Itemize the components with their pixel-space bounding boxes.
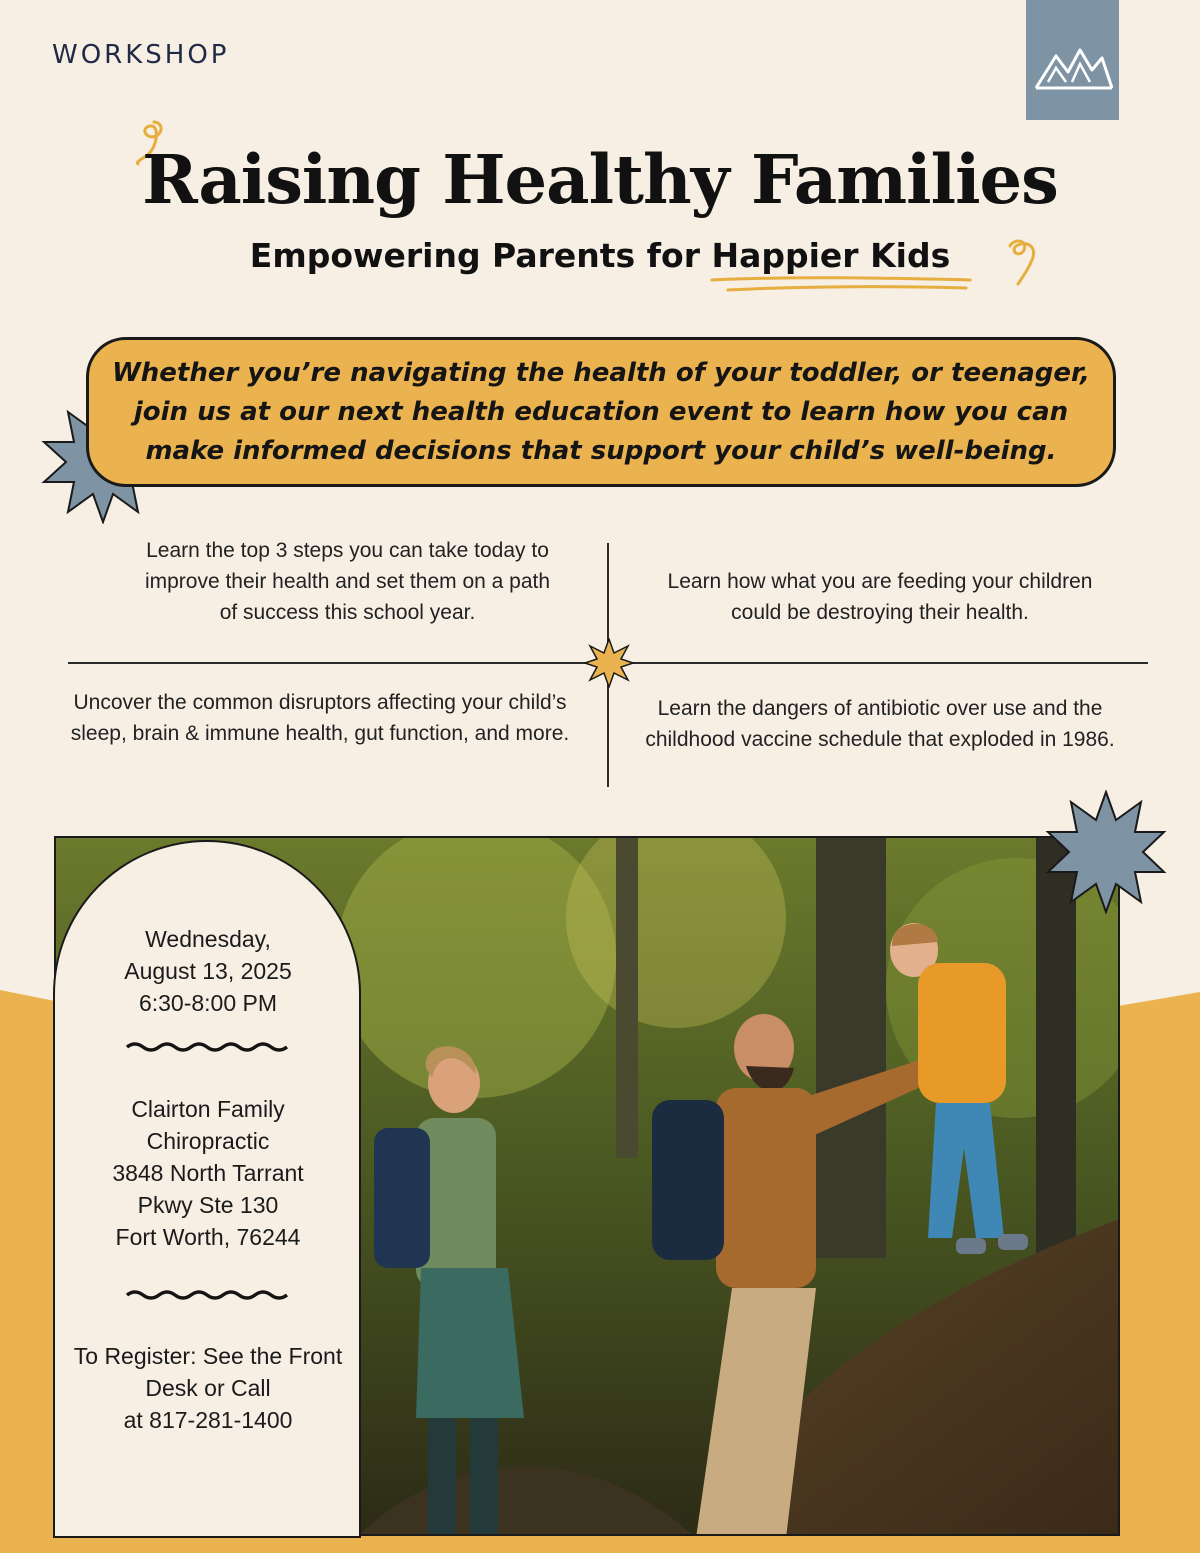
underline-stroke-icon	[708, 274, 974, 296]
learning-point: Uncover the common disruptors affecting your child’s sleep, brain & immune health, gut function, and more.	[70, 691, 570, 745]
event-day: Wednesday,	[145, 926, 271, 952]
sparkle-icon	[584, 638, 634, 688]
event-location	[56, 1093, 360, 1253]
location-line: Clairton Family	[131, 1096, 285, 1122]
subtitle-lead: Empowering Parents for	[249, 236, 712, 275]
register-phone: at 817-281-1400	[123, 1407, 293, 1433]
learning-point: Learn the dangers of antibiotic over use and the childhood vaccine schedule that exploded in 1986.	[645, 697, 1115, 751]
mountain-logo-icon	[1026, 0, 1119, 120]
location-line: Fort Worth, 76244	[115, 1224, 301, 1250]
register-line: Desk or Call	[145, 1375, 271, 1401]
starburst-icon	[1044, 790, 1168, 914]
learning-point: Learn the top 3 steps you can take today to improve their health and set them on a path of success this school year.	[144, 539, 551, 624]
wavy-divider-icon	[124, 1040, 290, 1054]
event-date	[56, 923, 360, 1019]
eyebrow-label: WORKSHOP	[52, 40, 230, 70]
registration-info	[56, 1340, 360, 1436]
learning-point: Learn how what you are feeding your children could be destroying their health.	[667, 570, 1093, 624]
page-subtitle	[0, 236, 1200, 275]
subtitle-highlight: Happier Kids	[711, 236, 951, 275]
location-line: Pkwy Ste 130	[137, 1192, 279, 1218]
page-title: Raising Healthy Families	[142, 140, 1058, 219]
register-line: To Register: See the Front	[73, 1343, 343, 1369]
intro-text: Whether you’re navigating the health of your toddler, or teenager, join us at our next health education event to learn how you can make informed decisions that support your child’s well-being.	[112, 357, 1090, 466]
location-line: 3848 North Tarrant	[112, 1160, 304, 1186]
event-date-text: August 13, 2025	[124, 958, 292, 984]
event-time: 6:30-8:00 PM	[138, 990, 278, 1016]
location-line: Chiropractic	[146, 1128, 270, 1154]
intro-callout	[86, 337, 1116, 487]
wavy-divider-icon	[124, 1288, 290, 1302]
